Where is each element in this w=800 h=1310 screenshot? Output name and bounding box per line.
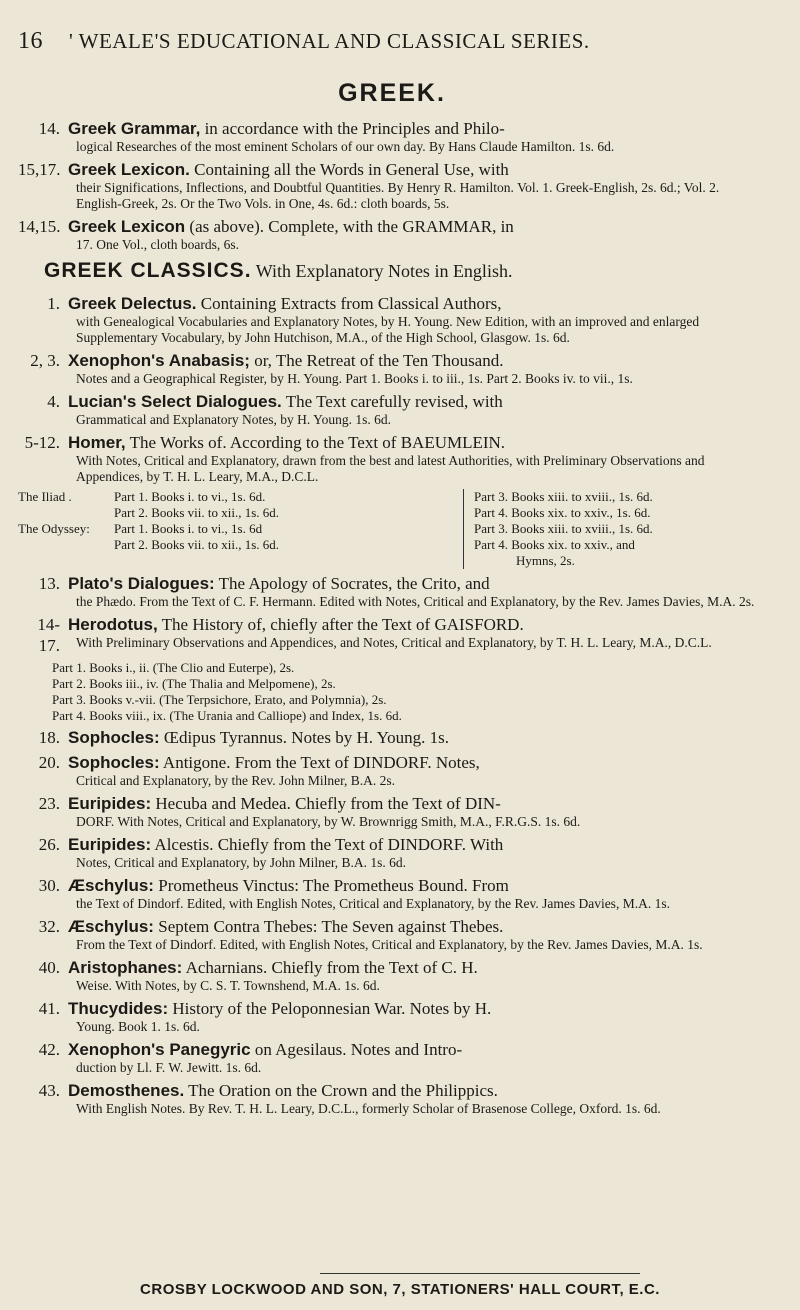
herodotus-part: Part 4. Books viii., ix. (The Urania and Calliope) and Index, 1s. 6d. [52,708,402,723]
entry-lead [68,159,766,180]
page-header [18,28,766,55]
entry-body [68,159,766,212]
catalogue-entry [18,350,766,387]
herodotus-part: Part 1. Books i., ii. (The Clio and Euterpe), 2s. [52,660,295,675]
entry-title: Xenophon's Panegyric [68,1040,251,1059]
entry-body [68,432,766,485]
catalogue-entry [18,834,766,871]
herodotus-parts [18,660,766,724]
odyssey-part-1: Part 1. Books i. to vi., 1s. 6d [114,521,263,536]
entry-body [68,216,766,253]
entry-number: 40. [38,958,60,977]
entry-description: Critical and Explanatory, by the Rev. John Milner, B.A. 2s. [76,773,396,788]
entry-lead-text: Septem Contra Thebes: The Seven against Thebes. [153,917,504,936]
section-heading: GREEK CLASSICS. [44,259,252,282]
entry-body [68,916,766,953]
entry-body [68,293,766,346]
entry-title: Greek Lexicon. [68,160,190,179]
iliad-part-2: Part 2. Books vii. to xii., 1s. 6d. [114,505,280,520]
odyssey-label: The Odyssey: [18,521,90,536]
entry-number: 15,17. [18,160,61,179]
entry-title: Homer, [68,433,126,452]
section-title-greek-classics [18,259,766,283]
entry-number: 14,15. [18,217,61,236]
entry-number: 43. [38,1081,60,1100]
catalogue-entry [18,391,766,428]
entry-title: Xenophon's Anabasis; [68,351,250,370]
entry-description: 17. One Vol., cloth boards, 6s. [76,237,239,252]
entry-description: the Phædo. From the Text of C. F. Hermann. Edited with Notes, Critical and Explanatory, by the Rev. James Davies, M.A. 2s. [76,594,755,609]
entry-body [68,1080,766,1117]
entry-description: Young. Book 1. 1s. 6d. [76,1019,200,1034]
entry-body [68,834,766,871]
entry-lead [68,916,766,937]
entry-number: 32. [38,917,60,936]
catalogue-entry [18,614,766,656]
entry-title: Demosthenes. [68,1081,185,1100]
entry-title: Greek Delectus. [68,294,197,313]
entry-lead [68,216,766,237]
entry-lead [68,614,766,635]
entry-title: Herodotus, [68,615,158,634]
entry-description: Notes, Critical and Explanatory, by John Milner, B.A. 1s. 6d. [76,855,407,870]
entry-lead-text: or, The Retreat of the Ten Thousand. [249,351,504,370]
entry-lead [68,727,766,748]
entry-lead [68,293,766,314]
entry-body [68,957,766,994]
iliad-label: The Iliad . [18,489,72,504]
entry-body [68,793,766,830]
entry-lead-text: History of the Peloponnesian War. Notes by H. [168,999,492,1018]
footer-rule [320,1273,640,1274]
entry-body [68,118,766,155]
entry-description: From the Text of Dindorf. Edited, with English Notes, Critical and Explanatory, by the Rev. James Davies, M.A. 1s. [76,937,703,952]
catalogue-entry [18,957,766,994]
entry-number: 30. [38,876,60,895]
entry-lead-text: on Agesilaus. Notes and Intro- [250,1040,463,1059]
entry-number: 4. [47,392,60,411]
entry-number: 26. [38,835,60,854]
homer-parts-right [463,489,766,569]
classics-entries-a [18,293,766,485]
entry-body [68,614,766,656]
entry-lead [68,573,766,594]
entry-title: Euripides: [68,835,152,854]
entry-lead-text: The Text carefully revised, with [281,392,503,411]
publisher-footer: CROSBY LOCKWOOD AND SON, 7, STATIONERS' HALL COURT, E.C. [140,1281,660,1298]
entry-title: Thucydides: [68,999,169,1018]
entry-title: Plato's Dialogues: [68,574,215,593]
entry-body [68,875,766,912]
entry-title: Euripides: [68,794,152,813]
classics-entries-b [18,573,766,656]
homer-parts-table [18,489,766,569]
entry-title: Æschylus: [68,876,154,895]
entry-title: Sophocles: [68,728,160,747]
entry-lead-text: in accordance with the Principles and Philo- [200,119,505,138]
entry-lead-text: Prometheus Vinctus: The Prometheus Bound. From [153,876,509,895]
odyssey-part-4-cont: Hymns, 2s. [516,553,575,568]
entry-lead-text: The Oration on the Crown and the Philippics. [184,1081,498,1100]
catalogue-entry [18,752,766,789]
entry-description: Notes and a Geographical Register, by H. Young. Part 1. Books i. to iii., 1s. Part 2. Books iv. to vii., 1s. [76,371,633,386]
entry-description: the Text of Dindorf. Edited, with English Notes, Critical and Explanatory, by the Rev. James Davies, M.A. 1s. [76,896,670,911]
section-title-greek: GREEK. [338,79,446,107]
entry-number: 13. [38,574,60,593]
entry-title: Æschylus: [68,917,154,936]
entry-body [68,727,766,748]
entry-description: With Preliminary Observations and Appendices, and Notes, Critical and Explanatory, by T. H. L. Leary, M.A., D.C.L. [76,635,712,650]
entry-body [68,752,766,789]
odyssey-part-2: Part 2. Books vii. to xii., 1s. 6d. [114,537,280,552]
entry-lead-text: Acharnians. Chiefly from the Text of C. H. [182,958,478,977]
catalogue-entry [18,727,766,748]
homer-parts-left [18,489,463,569]
herodotus-part: Part 2. Books iii., iv. (The Thalia and Melpomene), 2s. [52,676,336,691]
entry-description: with Genealogical Vocabularies and Explanatory Notes, by H. Young. New Edition, with an improved and enlarged Supplementary Vocabulary, by John Hutchison, M.A., of the High School, Glasgow. 1s. 6d. [76,314,700,345]
entry-lead [68,432,766,453]
entry-number: 14. [38,119,60,138]
catalogue-entry [18,432,766,485]
entry-lead [68,752,766,773]
entry-lead-text: Antigone. From the Text of DINDORF. Notes, [159,753,480,772]
odyssey-part-4: Part 4. Books xix. to xxiv., and [474,537,635,552]
entry-number: 42. [38,1040,60,1059]
entry-lead [68,391,766,412]
entry-body [68,391,766,428]
catalogue-entry [18,875,766,912]
entry-lead-text: The History of, chiefly after the Text of GAISFORD. [157,615,524,634]
herodotus-part: Part 3. Books v.-vii. (The Terpsichore, Erato, and Polymnia), 2s. [52,692,387,707]
entry-description: duction by Ll. F. W. Jewitt. 1s. 6d. [76,1060,262,1075]
entry-description: With Notes, Critical and Explanatory, drawn from the best and latest Authorities, with Preliminary Observations and Appendices, by T. H. L. Leary, M.A., D.C.L. [76,453,705,484]
entry-title: Greek Grammar, [68,119,201,138]
greek-entries [18,118,766,253]
entry-number: 5-12. [24,433,60,452]
catalogue-entry [18,293,766,346]
entry-lead-text: Œdipus Tyrannus. Notes by H. Young. 1s. [159,728,450,747]
entry-lead [68,957,766,978]
catalogue-entry [18,916,766,953]
entry-lead-text: (as above). Complete, with the GRAMMAR, in [185,217,514,236]
entry-lead-text: The Apology of Socrates, the Crito, and [214,574,490,593]
entry-title: Greek Lexicon [68,217,186,236]
entry-lead [68,834,766,855]
catalogue-entry [18,118,766,155]
odyssey-part-3: Part 3. Books xiii. to xviii., 1s. 6d. [474,521,653,536]
catalogue-entry [18,216,766,253]
catalogue-entry [18,159,766,212]
entry-number: 41. [38,999,60,1018]
entry-lead [68,1080,766,1101]
entry-lead-text: The Works of. According to the Text of BAEUMLEIN. [125,433,506,452]
iliad-part-4: Part 4. Books xix. to xxiv., 1s. 6d. [474,505,651,520]
entry-description: Grammatical and Explanatory Notes, by H. Young. 1s. 6d. [76,412,391,427]
entry-description: their Significations, Inflections, and Doubtful Quantities. By Henry R. Hamilton. Vol. 1. Greek-English, 2s. 6d.; Vol. 2. English-Greek, 2s. Or the Two Vols. in One, 4s. 6d.: cloth boards, 5s. [76,180,720,211]
entry-lead [68,793,766,814]
section-subheading: With Explanatory Notes in English. [251,261,513,281]
entry-body [68,573,766,610]
entry-number: 18. [38,728,60,747]
entry-lead [68,118,766,139]
iliad-part-3: Part 3. Books xiii. to xviii., 1s. 6d. [474,489,653,504]
entry-number: 1. [47,294,60,313]
entry-description: DORF. With Notes, Critical and Explanatory, by W. Brownrigg Smith, M.A., F.R.G.S. 1s. 6d. [76,814,581,829]
entry-lead-text: Hecuba and Medea. Chiefly from the Text of DIN- [151,794,501,813]
entry-description: With English Notes. By Rev. T. H. L. Leary, D.C.L., formerly Scholar of Brasenose College, Oxford. 1s. 6d. [76,1101,661,1116]
entry-lead [68,1039,766,1060]
entry-title: Sophocles: [68,753,160,772]
catalogue-entry [18,573,766,610]
entry-lead-text: Alcestis. Chiefly from the Text of DINDORF. With [151,835,504,854]
page-number: 16 [18,28,43,54]
catalogue-entry [18,1080,766,1117]
entry-number: 14-17. [37,615,60,655]
entry-number: 2, 3. [30,351,60,370]
catalogue-entry [18,998,766,1035]
entry-body [68,1039,766,1076]
iliad-part-1: Part 1. Books i. to vi., 1s. 6d. [114,489,266,504]
entry-body [68,998,766,1035]
entry-body [68,350,766,387]
catalogue-entry [18,1039,766,1076]
entry-description: logical Researches of the most eminent Scholars of our own day. By Hans Claude Hamilton. 1s. 6d. [76,139,615,154]
entry-title: Aristophanes: [68,958,183,977]
series-title: ' WEALE'S EDUCATIONAL AND CLASSICAL SERIES. [69,29,590,53]
entry-description: Weise. With Notes, by C. S. T. Townshend, M.A. 1s. 6d. [76,978,380,993]
entry-number: 20. [38,753,60,772]
catalogue-entry [18,793,766,830]
entry-title: Lucian's Select Dialogues. [68,392,282,411]
entry-lead [68,875,766,896]
entry-lead-text: Containing Extracts from Classical Authors, [196,294,502,313]
entry-number: 23. [38,794,60,813]
entry-lead [68,998,766,1019]
entry-lead [68,350,766,371]
classics-entries-c [18,727,766,1117]
entry-lead-text: Containing all the Words in General Use, with [189,160,509,179]
